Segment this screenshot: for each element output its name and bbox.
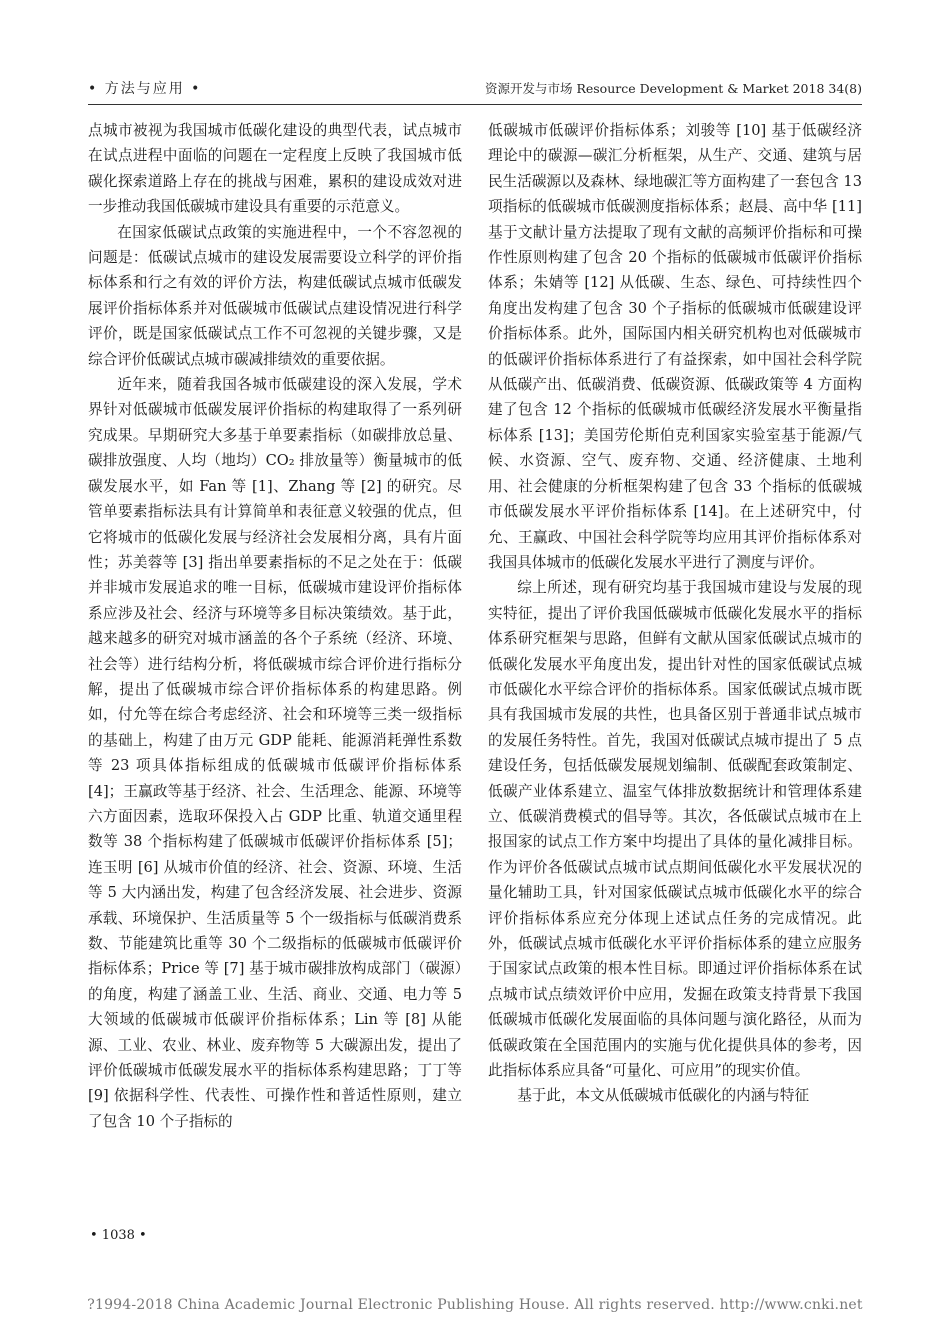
page-number: • 1038 • [90, 1228, 147, 1243]
journal-citation: 资源开发与市场 Resource Development & Market 2018 34(8) [484, 81, 862, 96]
paragraph: 点城市被视为我国城市低碳化建设的典型代表，试点城市在试点进程中面临的问题在一定程度上反映了我国城市低碳化探索道路上存在的挑战与困难，累积的建设成效对进一步推动我国低碳城市建设具有重要的示范意义。 [88, 122, 462, 216]
paragraph: 综上所述，现有研究均基于我国城市建设与发展的现实特征，提出了评价我国低碳城市低碳化发展水平的指标体系研究框架与思路，但鲜有文献从国家低碳试点城市的低碳化发展水平角度出发，提出针对性的国家低碳试点城市低碳化水平综合评价的指标体系。国家低碳试点城市既具有我国城市发展的共性，也具备区别于普通非试点城市的发展任务特性。首先，我国对低碳试点城市提出了 5 点建设任务，包括低碳发展规划编制、低碳配套政策制定、低碳产业体系建立、温室气体排放数据统计和管理体系建立、低碳消费模式的倡导等。其次，各低碳试点城市在上报国家的试点工作方案中均提出了具体的量化减排目标。作为评价各低碳试点城市试点期间低碳化水平发展状况的量化辅助工具，针对国家低碳试点城市低碳化水平的综合评价指标体系应充分体现上述试点任务的完成情况。此外，低碳试点城市低碳化水平评价指标体系的建立应服务于国家试点政策的根本性目标。即通过评价指标体系在试点城市试点绩效评价中应用，发掘在政策支持背景下我国低碳城市低碳化发展面临的具体问题与演化路径，从而为低碳政策在全国范围内的实施与优化提供具体的参考，因此指标体系应具备“可量化、可应用”的现实价值。 [488, 579, 862, 1080]
paragraph: 在国家低碳试点政策的实施进程中，一个不容忽视的问题是：低碳试点城市的建设发展需要设立科学的评价指标体系和行之有效的评价方法，构建低碳试点城市低碳发展评价指标体系并对低碳城市低碳试点建设情况进行科学评价，既是国家低碳试点工作不可忽视的关键步骤，又是综合评价低碳试点城市碳减排绩效的重要依据。 [88, 223, 462, 368]
right-column [488, 118, 862, 1109]
running-header [88, 78, 862, 104]
left-column [88, 118, 462, 1134]
header-rule [88, 104, 862, 105]
paragraph: 近年来，随着我国各城市低碳建设的深入发展，学术界针对低碳城市低碳发展评价指标的构建取得了一系列研究成果。早期研究大多基于单要素指标（如碳排放总量、碳排放强度、人均（地均）CO₂ 排放量等）衡量城市的低碳发展水平，如 Fan 等 [1]、Zhang 等 [2] 的研究。尽管单要素指标法具有计算简单和表征意义较强的优点，但它将城市的低碳化发展与经济社会发展相分离，具有片面性；苏美蓉等 [3] 指出单要素指标的不足之处在于：低碳并非城市发展追求的唯一目标，低碳城市建设评价指标体系应涉及社会、经济与环境等多目标决策绩效。基于此，越来越多的研究对城市涵盖的各个子系统（经济、环境、社会等）进行结构分析，将低碳城市综合评价进行指标分解，提出了低碳城市综合评价指标体系的构建思路。例如，付允等在综合考虑经济、社会和环境等三类一级指标的基础上，构建了由万元 GDP 能耗、能源消耗弹性系数等 23 项具体指标组成的低碳城市低碳评价指标体系 [4]；王赢政等基于经济、社会、生活理念、能源、环境等六方面因素，选取环保投入占 GDP 比重、轨道交通里程数等 38 个指标构建了低碳城市低碳评价指标体系 [5]；连玉明 [6] 从城市价值的经济、社会、资源、环境、生活等 5 大内涵出发，构建了包含经济发展、社会进步、资源承载、环境保护、生活质量等 5 个一级指标与低碳消费系数、节能建筑比重等 30 个二级指标的低碳城市低碳评价指标体系；Price 等 [7] 基于城市碳排放构成部门（碳源）的角度，构建了涵盖工业、生活、商业、交通、电力等 5 大领域的低碳城市低碳评价指标体系；Lin 等 [8] 从能源、工业、农业、林业、废弃物等 5 大碳源出发，提出了评价低碳城市低碳发展水平的指标体系构建思路；丁丁等 [9] 依据科学性、代表性、可操作性和普适性原则，建立了包含 10 个子指标的 [88, 376, 462, 1130]
copyright-footer: ?1994-2018 China Academic Journal Electronic Publishing House. All rights reserved. http://www.cnki.net [87, 1297, 863, 1313]
paragraph: 基于此，本文从低碳城市低碳化的内涵与特征 [517, 1087, 810, 1105]
paragraph: 低碳城市低碳评价指标体系；刘骏等 [10] 基于低碳经济理论中的碳源—碳汇分析框架，从生产、交通、建筑与居民生活碳源以及森林、绿地碳汇等方面构建了一套包含 13 项指标的低碳城市低碳测度指标体系；赵晨、高中华 [11] 基于文献计量方法提取了现有文献的高频评价指标和可操作性原则构建了包含 20 个指标的低碳城市低碳评价指标体系；朱婧等 [12] 从低碳、生态、绿色、可持续性四个角度出发构建了包含 30 个子指标的低碳城市低碳建设评价指标体系。此外，国际国内相关研究机构也对低碳城市的低碳评价指标体系进行了有益探索，如中国社会科学院从低碳产出、低碳消费、低碳资源、低碳政策等 4 方面构建了包含 12 个指标的低碳城市低碳经济发展水平衡量指标体系 [13]；美国劳伦斯伯克利国家实验室基于能源/气候、水资源、空气、废弃物、交通、经济健康、土地利用、社会健康的分析框架构建了包含 33 个指标的低碳城市低碳发展水平评价指标体系 [14]。在上述研究中，付允、王赢政、中国社会科学院等均应用其评价指标体系对我国具体城市的低碳化发展水平进行了测度与评价。 [488, 122, 862, 571]
section-label: • 方法与应用 • [88, 81, 202, 97]
